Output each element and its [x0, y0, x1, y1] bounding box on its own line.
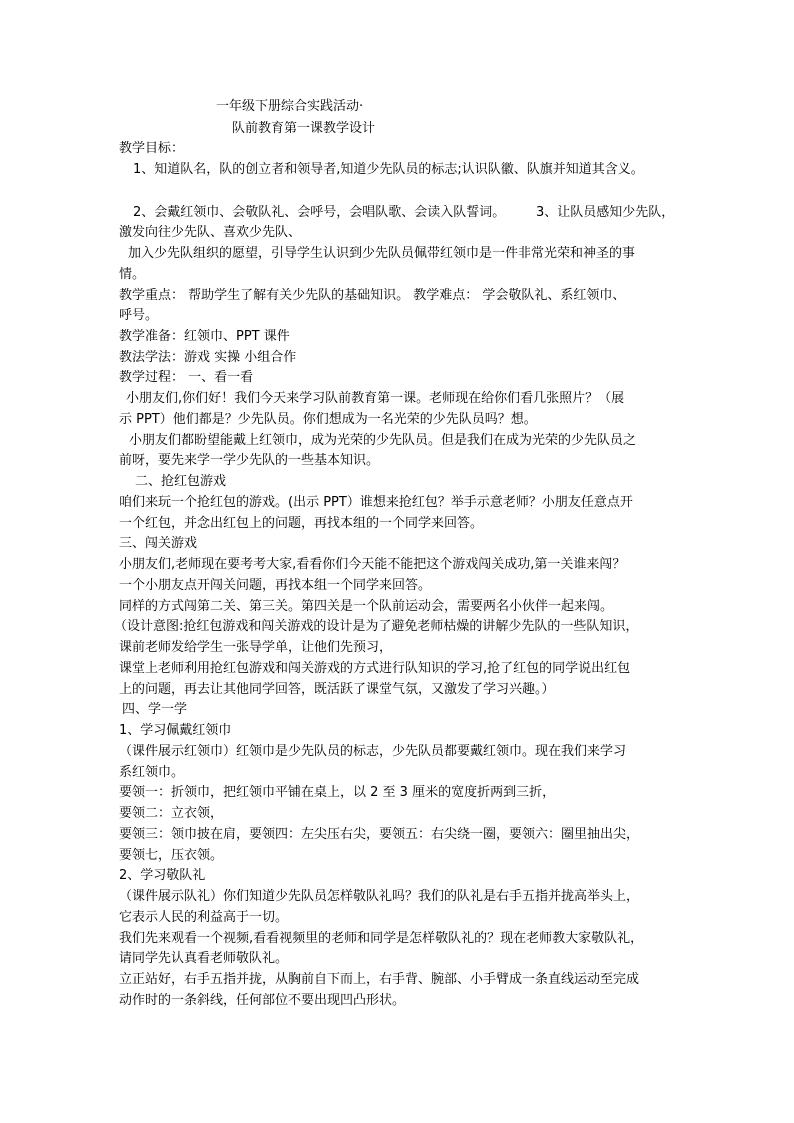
- subsection-4-2-line-3: 我们先来观看一个视频,看看视频里的老师和同学是怎样敬队礼的？现在老师教大家敬队礼，: [119, 931, 644, 946]
- subsection-4-1-line-2: 系红领巾。: [119, 765, 185, 780]
- objective-3-cont-2: 加入少先队组织的愿望，引导学生认识到少先队员佩带红领巾是一件非常光荣和神圣的事: [128, 246, 636, 261]
- subsection-4-1-line-3: 要领一：折领巾，把红领巾平铺在桌上，以 2 至 3 厘米的宽度折两到三折，: [119, 785, 556, 800]
- subsection-4-2-line-4: 请同学先认真看老师敬队礼。: [119, 951, 289, 966]
- subsection-4-1-line-5: 要领三：领巾披在肩，要领四：左尖压右尖，要领五：右尖绕一圈，要领六：圈里抽出尖，: [119, 827, 640, 842]
- section-3-line-1: 小朋友们,老师现在要考考大家,看看你们今天能不能把这个游戏闯关成功,第一关谁来闯？: [119, 557, 626, 572]
- objective-1: 1、知道队名，队的创立者和领导者,知道少先队员的标志;认识队徽、队旗并知道其含义。: [133, 162, 644, 177]
- section-3-line-6: 课堂上老师利用抢红包游戏和闯关游戏的方式进行队知识的学习,抢了红包的同学说出红包: [119, 661, 631, 676]
- section-2-title: 二、抢红包游戏: [135, 474, 227, 489]
- subsection-4-1-line-1: （课件展示红领巾）红领巾是少先队员的标志，少先队员都要戴红领巾。现在我们来学习: [119, 744, 627, 759]
- section-3-line-2: 一个小朋友点开闯关问题，再找本组一个同学来回答。: [119, 578, 432, 593]
- section-3-line-4: （设计意图:抢红包游戏和闯关游戏的设计是为了避免老师枯燥的讲解少先队的一些队知识，: [114, 619, 639, 634]
- subsection-4-2-title: 2、学习敬队礼: [119, 868, 206, 883]
- section-3-line-7: 上的问题，再去让其他同学回答，既活跃了课堂气氛，又激发了学习兴趣。）: [119, 682, 555, 697]
- paragraph-1-line-2: 示 PPT）他们都是？少先队员。你们想成为一名光荣的少先队员吗？想。: [119, 412, 537, 427]
- section-4-title: 四、学一学: [122, 702, 188, 717]
- subsection-4-2-line-5: 立正站好，右手五指并拢，从胸前自下而上，右手背、腕部、小手臂成一条直线运动至完成: [119, 972, 640, 987]
- paragraph-1-line-1: 小朋友们,你们好！我们今天来学习队前教育第一课。老师现在给你们看几张照片？（展: [126, 391, 625, 406]
- objective-3-cont-1: 激发向往少先队、喜欢少先队、: [119, 225, 302, 240]
- objectives-label: 教学目标：: [119, 141, 185, 156]
- teaching-prep: 教学准备：红领巾、PPT 课件: [119, 329, 290, 344]
- objective-3-cont-3: 情。: [119, 267, 146, 282]
- section-3-title: 三、闯关游戏: [119, 536, 198, 551]
- title-line-1: 一年级下册综合实践活动·: [216, 99, 364, 114]
- subsection-4-1-line-4: 要领二：立衣领，: [119, 806, 224, 821]
- teaching-process: 教学过程： 一、看一看: [119, 370, 254, 385]
- paragraph-2-line-1: 小朋友们都盼望能戴上红领巾，成为光荣的少先队员。但是我们在成为光荣的少先队员之: [129, 433, 637, 448]
- keypoints-line-1: 教学重点： 帮助学生了解有关少先队的基础知识。 教学难点： 学会敬队礼、系红领巾、: [119, 288, 626, 303]
- paragraph-2-line-2: 前呀，要先来学一学少先队的一些基本知识。: [119, 453, 380, 468]
- keypoints-line-2: 呼号。: [119, 308, 159, 323]
- teaching-method: 教法学法：游戏 实操 小组合作: [119, 350, 297, 365]
- section-2-line-1: 咱们来玩一个抢红包的游戏。(出示 PPT）谁想来抢红包？举手示意老师？小朋友任意点开: [119, 495, 633, 510]
- subsection-4-1-title: 1、学习佩戴红领巾: [119, 723, 232, 738]
- section-3-line-3: 同样的方式闯第二关、第三关。第四关是一个队前运动会，需要两名小伙伴一起来闯。: [119, 599, 614, 614]
- objective-3-start: 3、让队员感知少先队，: [536, 205, 675, 220]
- subsection-4-2-line-2: 它表示人民的利益高于一切。: [119, 910, 289, 925]
- objective-2: 2、会戴红领巾、会敬队礼、会呼号，会唱队歌、会读入队誓词。: [133, 205, 506, 220]
- section-2-line-2: 一个红包，并念出红包上的问题，再找本组的一个同学来回答。: [119, 516, 484, 531]
- subsection-4-2-line-1: （课件展示队礼）你们知道少先队员怎样敬队礼吗？我们的队礼是右手五指并拢高举头上，: [119, 889, 640, 904]
- title-line-2: 队前教育第一课教学设计: [232, 121, 376, 136]
- subsection-4-1-line-6: 要领七，压衣领。: [119, 848, 224, 863]
- subsection-4-2-line-6: 动作时的一条斜线，任何部位不要出现凹凸形状。: [119, 993, 406, 1008]
- section-3-line-5: 课前老师发给学生一张导学单，让他们先预习，: [119, 640, 393, 655]
